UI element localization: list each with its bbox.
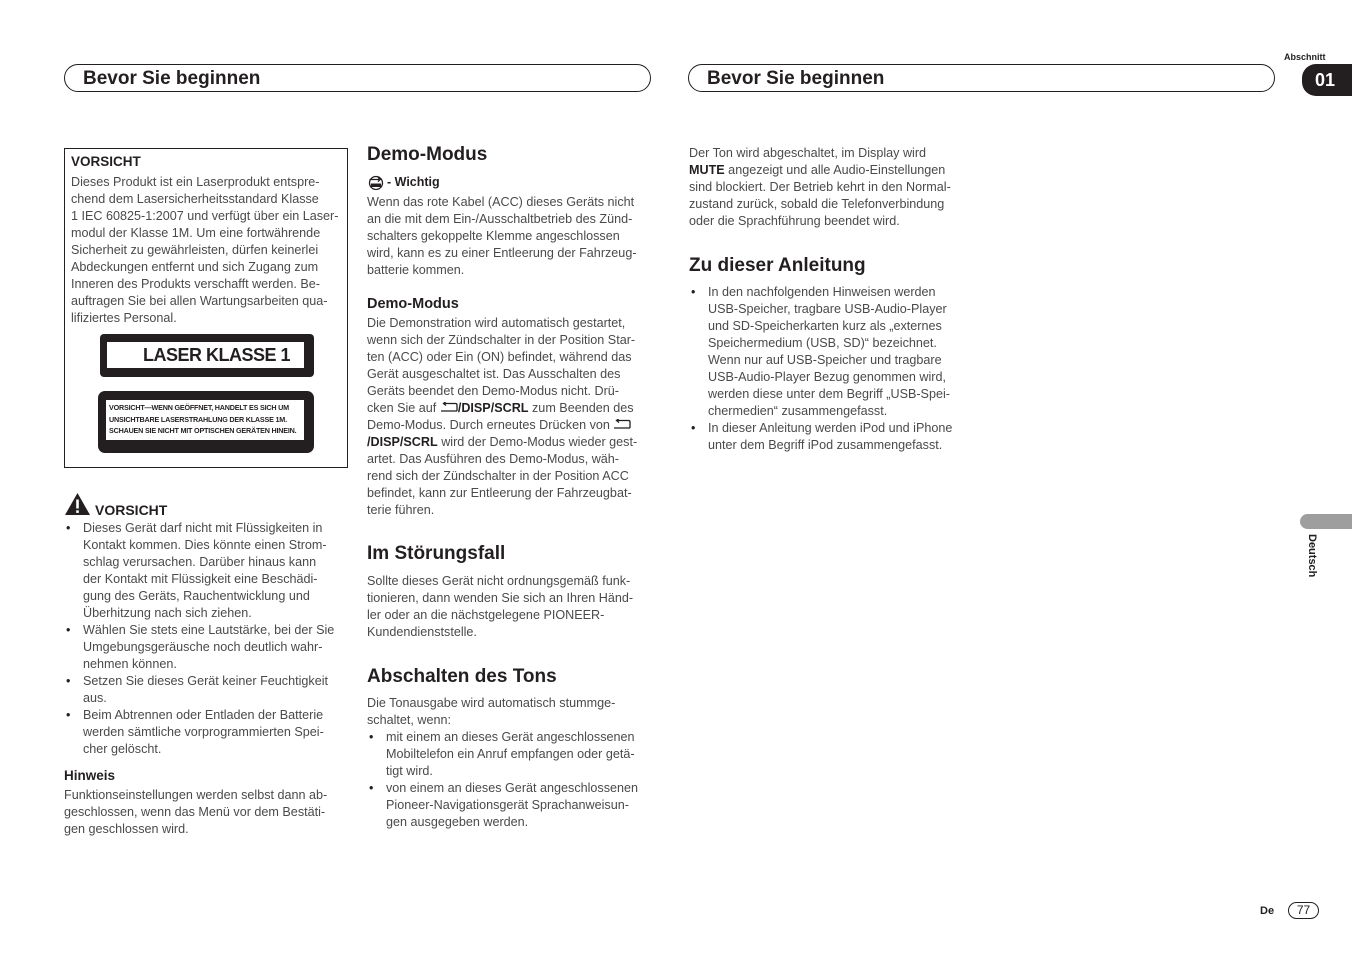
wichtig-line: - Wichtig	[367, 174, 440, 190]
caution-title: VORSICHT	[95, 502, 168, 518]
warning-triangle-icon	[64, 492, 91, 516]
header-title-left: Bevor Sie beginnen	[83, 68, 261, 89]
stoerung-text: Sollte dieses Gerät nicht ordnungsgemäß funk- tionieren, dann wenden Sie sich an Ihren Händ- ler oder an die nächstgelegene PIONEER- Kundendienststelle.	[367, 574, 634, 639]
laser-class-label	[100, 334, 314, 377]
anleitung-item: • In dieser Anleitung werden iPod und iPhone unter dem Begriff iPod zusammengefasst.	[689, 420, 979, 454]
hinweis-title: Hinweis	[64, 768, 116, 783]
caution-item: • Dieses Gerät darf nicht mit Flüssigkeiten in Kontakt kommen. Dies könnte einen Strom- schlag verursachen. Darüber hinaus kann der Kontakt mit Flüssigkeit eine Beschädi- gung des Geräts, Rauchentwicklung und Überhitzung nach sich ziehen.	[64, 520, 349, 622]
demo-heading: Demo-Modus	[367, 144, 488, 165]
wichtig-text: Wenn das rote Kabel (ACC) dieses Geräts nicht an die mit dem Ein-/Ausschaltbetrieb des Zünd- schalters gekoppelte Klemme angeschlossen wird, kann es zu einer Entleerung der Fahrzeug- batterie kommen.	[367, 195, 637, 277]
anleitung-heading: Zu dieser Anleitung	[689, 255, 866, 276]
demo-subheading: Demo-Modus	[367, 296, 459, 312]
header-bar-left	[64, 64, 651, 92]
laser-caution-title: VORSICHT	[71, 154, 141, 169]
stoerung-heading: Im Störungsfall	[367, 543, 506, 564]
caution-item: • Setzen Sie dieses Gerät keiner Feuchtigkeit aus.	[64, 673, 349, 707]
mute-item: • mit einem an dieses Gerät angeschlossenen Mobiltelefon ein Anruf empfangen oder getä- tigt wird.	[367, 729, 657, 780]
demo-text: Die Demonstration wird automatisch gestartet, wenn sich der Zündschalter in der Position Star- ten (ACC) oder Ein (ON) befindet, während das Gerät ausgeschaltet ist. Das Ausschalten des Geräts beendet den Demo-Modus nicht. Drü- cken Sie auf /DISP/SCRL zum Beenden des Demo-Modus. Durch erneutes Drücken von /DISP/SCRL wird der Demo-Modus wieder gest- artet. Das Ausführen des Demo-Modus, wäh- rend sich der Zündschalter in der Position ACC befindet, kann zur Entleerung der Fahrzeugbat- terie führen.	[367, 316, 638, 517]
caution-item: • Beim Abtrennen oder Entladen der Batterie werden sämtliche vorprogrammierten Spei- cher gelöscht.	[64, 707, 349, 758]
footer-lang-code: De	[1260, 905, 1275, 917]
section-label: Abschnitt	[1284, 52, 1326, 62]
back-arrow-icon	[613, 419, 631, 429]
language-tab-marker	[1300, 514, 1352, 529]
caution-item: • Wählen Sie stets eine Lautstärke, bei der Sie Umgebungsgeräusche noch deutlich wahr- nehmen können.	[64, 622, 349, 673]
caution-list	[64, 520, 349, 758]
mute-heading: Abschalten des Tons	[367, 666, 557, 687]
anleitung-item: • In den nachfolgenden Hinweisen werden USB-Speicher, tragbare USB-Audio-Player und SD-Speicherkarten kurz als „externes Speichermedium (USB, SD)“ bezeichnet. Wenn nur auf USB-Speicher und tragbare USB-Audio-Player Bezug genommen wird, werden diese unter dem Begriff „USB-Spei- chermedien“ zusammengefasst.	[689, 284, 979, 420]
laser-caution-text: Dieses Produkt ist ein Laserprodukt entspre- chend dem Lasersicherheitsstandard Klasse 1 IEC 60825-1:2007 und verfügt über ein Laser- modul der Klasse 1M. Um eine fortwährende Sicherheit zu gewährleisten, dürfen keinerlei Abdeckungen entfernt und sich Zugang zum Inneren des Produkts verschafft werden. Be- auftragen Sie bei allen Wartungsarbeiten qua- lifiziertes Personal.	[71, 175, 339, 325]
laser-class-label-text: LASER KLASSE 1	[107, 342, 304, 368]
hinweis-text: Funktionseinstellungen werden selbst dann ab- geschlossen, wenn das Menü vor dem Bestäti- gen geschlossen wird.	[64, 788, 328, 836]
laser-warning-label-text: VORSICHT—WENN GEÖFFNET, HANDELT ES SICH UM UNSICHTBARE LASERSTRAHLUNG DER KLASSE 1M. SCHAUEN SIE NICHT MIT OPTISCHEN GERÄTEN HINEIN.	[106, 400, 304, 440]
mute-item: • von einem an dieses Gerät angeschlossenen Pioneer-Navigationsgerät Sprachanweisun- gen ausgegeben werden.	[367, 780, 657, 831]
laser-warning-label	[98, 391, 314, 453]
mute-continued-text: Der Ton wird abgeschaltet, im Display wird MUTE angezeigt und alle Audio-Einstellungen sind blockiert. Der Betrieb kehrt in den Normal- zustand zurück, sobald die Telefonverbindung oder die Sprachführung beendet wird.	[689, 146, 951, 228]
language-tab-label: Deutsch	[1306, 534, 1318, 578]
page-number: 77	[1288, 902, 1319, 919]
back-arrow-icon	[440, 402, 458, 412]
header-bar-right	[688, 64, 1275, 92]
header-title-right: Bevor Sie beginnen	[707, 68, 885, 89]
section-number-tab: 01	[1302, 64, 1352, 96]
important-icon	[367, 174, 387, 190]
anleitung-list	[689, 284, 979, 454]
mute-text: Die Tonausgabe wird automatisch stummge- schaltet, wenn: • mit einem an dieses Gerät angeschlossenen Mobiltelefon ein Anruf empfangen oder getä- tigt wird. • von einem an dieses Gerät angeschlossenen Pioneer-Navigationsgerät Sprachanweisun- gen ausgegeben werden.	[367, 695, 657, 831]
